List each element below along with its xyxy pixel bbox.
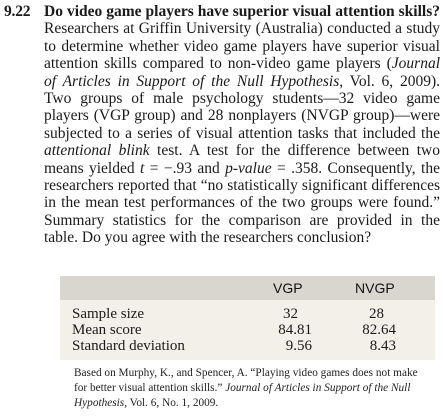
row-label: Sample size bbox=[72, 306, 145, 322]
table-row bbox=[60, 338, 435, 355]
source-prefix: Based on Murphy, K., and Spencer, A. “Playing video games does not make for better visual attention skills.” bbox=[74, 367, 418, 394]
attentional-blink-term: attentional blink bbox=[44, 142, 150, 160]
p-value-symbol: p-value bbox=[225, 159, 272, 177]
source-citation bbox=[74, 366, 424, 410]
vgp-value: 84.81 bbox=[278, 322, 312, 338]
p-value-text: = .358. Consequently, the researchers reported that “no statistically significant differences in the mean test performances of the two groups were found.” Summary statistics for the comparison are provided in the table. Do you agree with the researchers conclusion? bbox=[44, 159, 440, 247]
source-journal: Journal of Articles in Support of the Null Hypothesis bbox=[74, 381, 411, 409]
nvgp-value: 28 bbox=[369, 306, 384, 322]
table-row bbox=[60, 306, 435, 323]
column-header-vgp: VGP bbox=[273, 280, 303, 296]
table-row bbox=[60, 322, 435, 339]
exercise-title: Do video game players have superior visual attention skills? bbox=[44, 3, 440, 20]
exercise-body bbox=[44, 3, 440, 247]
column-header-nvgp: NVGP bbox=[355, 280, 395, 296]
row-label: Mean score bbox=[72, 322, 142, 338]
vgp-value: 9.56 bbox=[285, 338, 312, 354]
source-suffix: , Vol. 6, No. 1, 2009. bbox=[124, 396, 219, 409]
table-header bbox=[60, 276, 435, 300]
nvgp-value: 82.64 bbox=[362, 322, 396, 338]
exercise-text-2: , Vol. 6, 2009). Two groups of male psychology students—32 video game players (VGP group) and 28 nonplayers (NVGP group)—were subjected to a series of visual attention tasks that included the bbox=[44, 72, 440, 142]
nvgp-value: 8.43 bbox=[369, 338, 396, 354]
row-label: Standard deviation bbox=[72, 338, 185, 354]
exercise-number: 9.22 bbox=[4, 3, 31, 20]
exercise-text-3: test. A test for the difference between two means yielded bbox=[44, 142, 440, 177]
journal-name: Journal of Articles in Support of the Null Hypothesis bbox=[44, 55, 440, 90]
table-body bbox=[60, 300, 435, 360]
vgp-value: 32 bbox=[283, 306, 298, 322]
t-symbol: t bbox=[140, 159, 145, 177]
t-value: = −.93 and bbox=[144, 159, 226, 177]
summary-statistics-table bbox=[60, 276, 435, 360]
exercise-text-1: Researchers at Griffin University (Australia) conducted a study to determine whether video game players have superior visual attention skills compared to non-video game players ( bbox=[44, 20, 440, 73]
